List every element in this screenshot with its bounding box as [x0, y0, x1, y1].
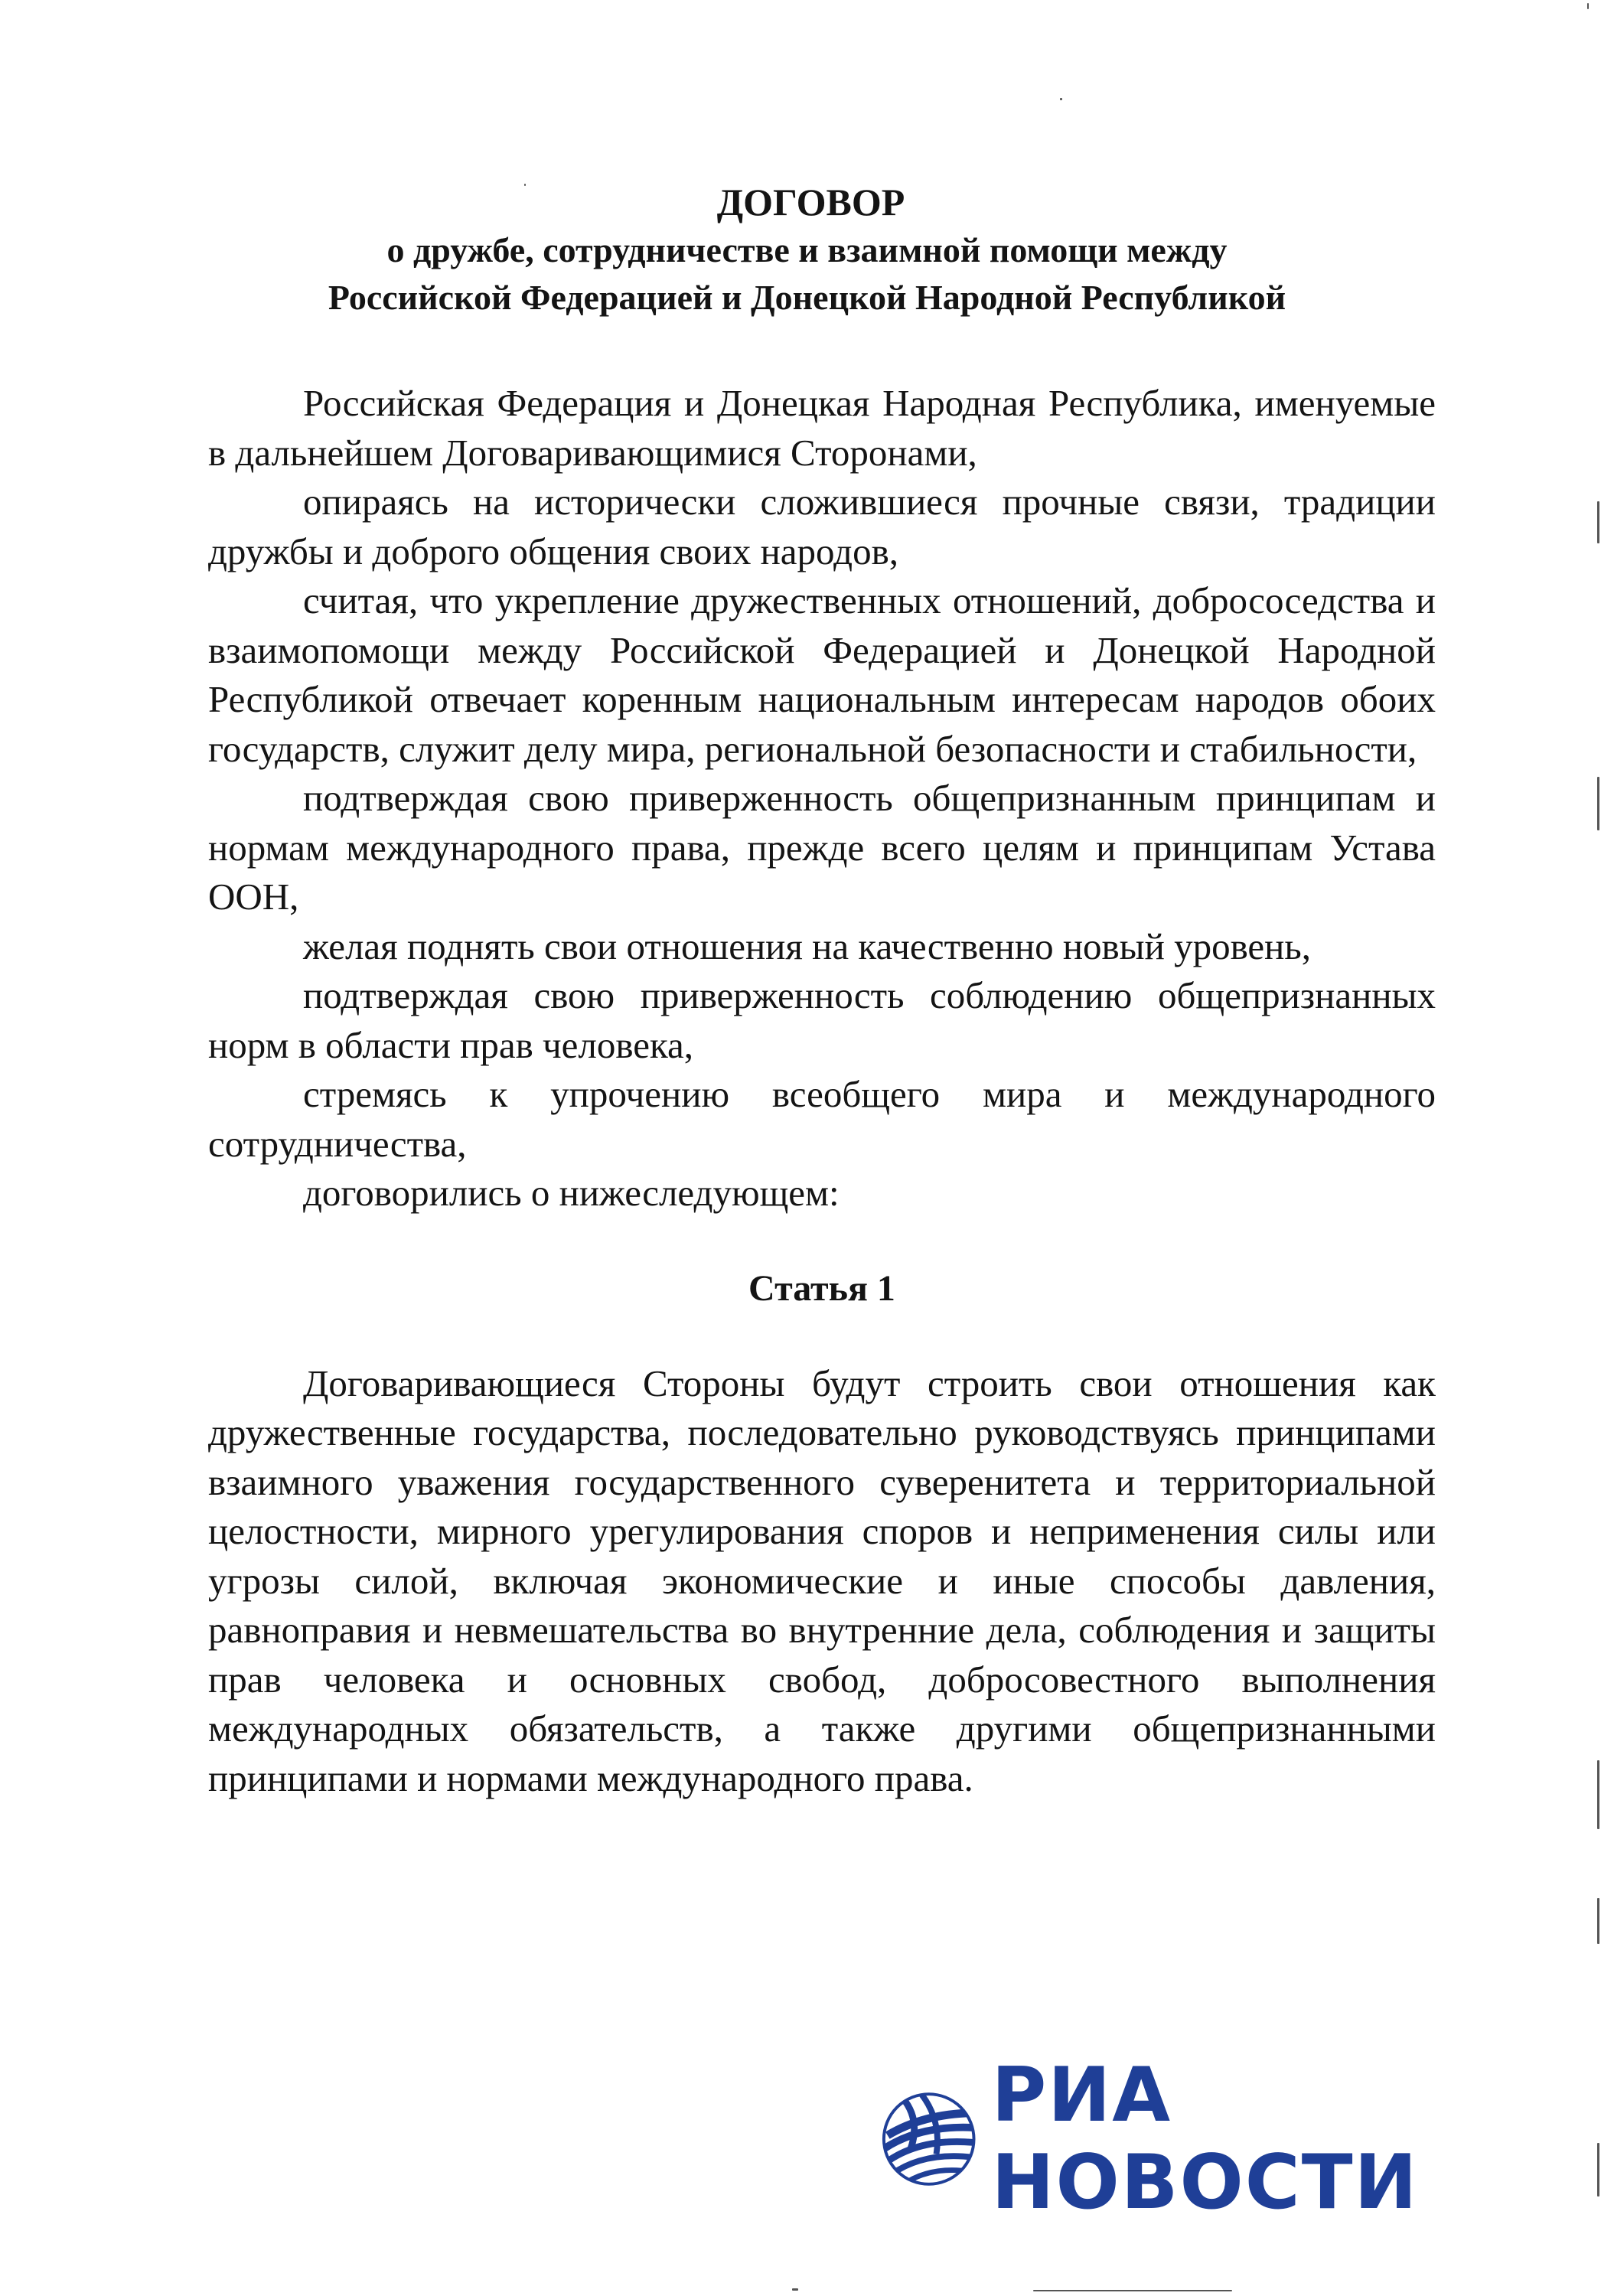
preamble-paragraph: подтверждая свою приверженность соблюдению общепризнанных норм в области прав человека,	[208, 974, 1436, 1066]
ria-novosti-watermark	[880, 2052, 1614, 2226]
document-title: ДОГОВОР	[716, 181, 905, 223]
article-heading: Статья 1	[748, 1267, 895, 1309]
document-header	[0, 178, 1614, 321]
preamble-paragraph: договорились о нижеследующем:	[303, 1172, 840, 1214]
document-body	[208, 379, 1436, 1803]
preamble-paragraph: стремясь к упрочению всеобщего мира и международного сотрудничества,	[208, 1073, 1436, 1165]
preamble-paragraph: желая поднять свои отношения на качественно новый уровень,	[303, 925, 1311, 967]
document-subtitle-line-1: о дружбе, сотрудничестве и взаимной помощи между	[386, 230, 1228, 269]
preamble-paragraph: считая, что укрепление дружественных отношений, добрососедства и взаимопомощи между Российской Федерацией и Донецкой Народной Республикой отвечает коренным национальным интересам народов обоих государств, служит делу мира, региональной безопасности и стабильности,	[208, 579, 1436, 770]
ria-globe-logo-icon	[880, 2089, 977, 2189]
preamble-paragraph: Российская Федерация и Донецкая Народная Республика, именуемые в дальнейшем Договаривающимися Сторонами,	[208, 382, 1436, 474]
preamble-paragraph: подтверждая свою приверженность общепризнанным принципам и нормам международного права, прежде всего целям и принципам Устава ООН,	[208, 777, 1436, 918]
watermark-text: РИА НОВОСТИ	[991, 2052, 1419, 2226]
document-subtitle-line-2: Российской Федерацией и Донецкой Народной Республикой	[328, 278, 1286, 317]
article-paragraph: Договаривающиеся Стороны будут строить свои отношения как дружественные государства, последовательно руководствуясь принципами взаимного уважения государственного суверенитета и территориальной целостности, мирного урегулирования споров и неприменения силы или угрозы силой, включая экономические и иные способы давления, равноправия и невмешательства во внутренние дела, соблюдения и защиты прав человека и основных свобод, добросовестного выполнения международных обязательств, а также другими общепризнанными принципами и нормами международного права.	[208, 1362, 1436, 1799]
preamble-paragraph: опираясь на исторически сложившиеся прочные связи, традиции дружбы и доброго общения своих народов,	[208, 481, 1436, 572]
